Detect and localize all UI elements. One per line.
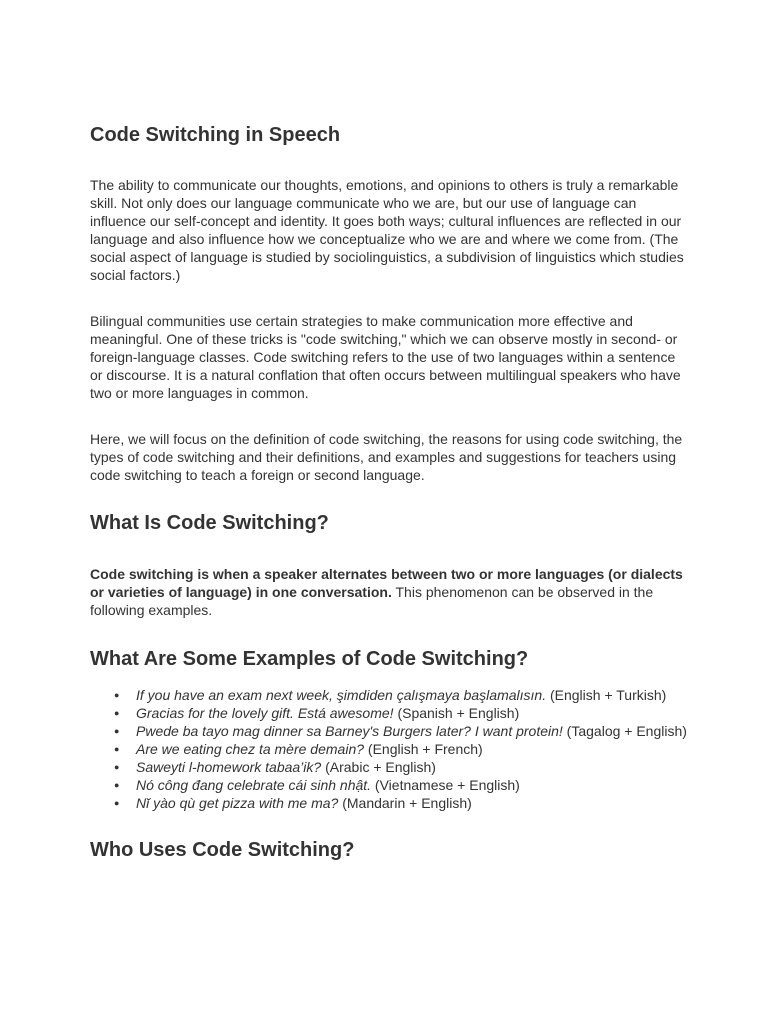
example-languages: (Spanish + English)	[393, 705, 520, 721]
example-languages: (English + French)	[364, 741, 483, 757]
bullet-icon: ●	[114, 744, 120, 754]
example-phrase: Gracias for the lovely gift. Está awesome!	[136, 705, 394, 721]
intro-paragraph-3: Here, we will focus on the definition of code switching, the reasons for using code switching, the types of code switching and their definitions, and examples and suggestions for teachers using code switching to teach a foreign or second language.	[90, 431, 683, 483]
section-heading-examples: What Are Some Examples of Code Switching?	[90, 648, 529, 670]
bullet-icon: ●	[114, 762, 120, 772]
list-item	[114, 740, 688, 758]
list-item	[114, 758, 688, 776]
bullet-icon: ●	[114, 690, 120, 700]
intro-paragraph-2: Bilingual communities use certain strategies to make communication more effective and meaningful. One of these tricks is "code switching," which we can observe mostly in second- or foreign-language classes. Code switching refers to the use of two languages within a sentence or discourse. It is a natural conflation that often occurs between multilingual speakers who have two or more languages in common.	[90, 313, 681, 401]
bullet-icon: ●	[114, 708, 120, 718]
definition-bold-text: Code switching is when a speaker alternates between two or more languages (or dialects or varieties of language) in one conversation.	[90, 566, 683, 600]
section-heading-what-is: What Is Code Switching?	[90, 512, 329, 534]
page-title: Code Switching in Speech	[90, 124, 341, 146]
definition-rest-text: This phenomenon can be observed in the following examples.	[90, 584, 654, 618]
bullet-icon: ●	[114, 726, 120, 736]
section-heading-who-uses: Who Uses Code Switching?	[90, 839, 355, 861]
list-item	[114, 722, 688, 740]
list-item	[114, 686, 688, 704]
examples-list	[90, 686, 688, 812]
example-phrase: Pwede ba tayo mag dinner sa Barney's Burgers later? I want protein!	[136, 723, 563, 739]
example-phrase: Nĭ yào qù get pizza with me ma?	[136, 795, 339, 811]
example-languages: (Mandarin + English)	[338, 795, 472, 811]
intro-paragraph-1: The ability to communicate our thoughts, emotions, and opinions to others is truly a remarkable skill. Not only does our language communicate who we are, but our use of language can influence our self-concept and identity. It goes both ways; cultural influences are reflected in our language and also influence how we conceptualize who we are and where we come from. (The social aspect of language is studied by sociolinguistics, a subdivision of linguistics which studies social factors.)	[90, 177, 684, 283]
example-languages: (Vietnamese + English)	[371, 777, 520, 793]
bullet-icon: ●	[114, 780, 120, 790]
list-item	[114, 794, 688, 812]
example-phrase: If you have an exam next week, şimdiden çalışmaya başlamalısın.	[136, 687, 547, 703]
list-item	[114, 776, 688, 794]
example-languages: (English + Turkish)	[546, 687, 667, 703]
list-item	[114, 704, 688, 722]
example-languages: (Arabic + English)	[321, 759, 436, 775]
example-phrase: Saweyti l-homework tabaa’ik?	[136, 759, 322, 775]
example-languages: (Tagalog + English)	[562, 723, 687, 739]
bullet-icon: ●	[114, 798, 120, 808]
example-phrase: Nó công đang celebrate cái sinh nhật.	[136, 777, 372, 793]
definition-paragraph	[90, 565, 688, 619]
example-phrase: Are we eating chez ta mère demain?	[136, 741, 365, 757]
